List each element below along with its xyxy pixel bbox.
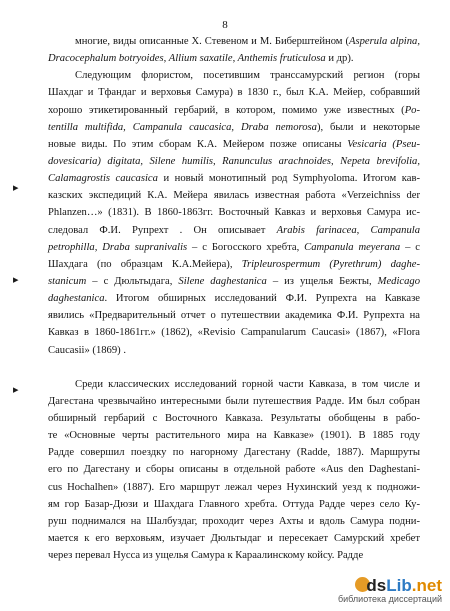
- text-line: [48, 67, 420, 84]
- text-line: [48, 102, 420, 119]
- text-run: многие, виды описанные Х. Стевеном и М. Биберштейном (: [75, 36, 350, 47]
- text-line: [48, 513, 420, 530]
- text-line: [48, 461, 420, 478]
- species-name: daghestanica: [48, 293, 105, 305]
- text-line: [48, 393, 420, 410]
- text-run: Среди классических исследований горной части Кавказа, в том числе и: [75, 378, 420, 390]
- text-run: . Итогом обширных исследований Ф.И. Рупрехта на Кавказе: [104, 293, 420, 305]
- text-run: Кавказ в 1860-1861гг.» (1862), «Revisio Campanularum Caucasi» (1867), «Flora: [48, 327, 420, 339]
- text-run: обширный гербарий с Восточного Кавказа. Результаты обобщены в рабо-: [48, 412, 420, 424]
- text-run: и др).: [325, 53, 354, 65]
- text-run: Phlanzen…» (1831). В 1860-1863гг. Восточный Кавказ и верховья Самура ис-: [48, 207, 420, 219]
- text-run: – с: [400, 241, 421, 253]
- text-line: [48, 153, 420, 170]
- species-name: Silene daghestanica: [178, 275, 267, 287]
- species-name: Po-: [404, 104, 420, 116]
- text-run: следовал Ф.И. Рупрехт . Он описывает: [48, 224, 277, 236]
- text-line: [48, 256, 420, 273]
- text-line: [48, 427, 420, 444]
- text-run: и новый монотипный род Symphyoloma. Итогом кав-: [157, 173, 420, 185]
- text-line: [48, 307, 420, 324]
- text-run: cus Hochalhen» (1887). Его маршрут лежал через Нухинский уезд к подножи-: [48, 481, 420, 493]
- text-run: мается к его верховьям, изучает Дюльтыдаг и пересекает Самурский хребет: [48, 532, 420, 544]
- species-name: Dracocephalum botryoides, Allium saxatile, Anthemis fruticulosa: [48, 53, 326, 65]
- page-number: 8: [222, 19, 228, 31]
- species-name: Vesicaria (Pseu-: [347, 138, 420, 150]
- margin-mark: ▸: [13, 384, 19, 396]
- species-name: Medicago: [377, 275, 421, 287]
- text-line: [48, 290, 420, 307]
- text-line: [48, 33, 420, 50]
- text-run: ), были и некоторые: [316, 121, 420, 133]
- text-run: Шахдага (по образцам К.А.Мейера),: [48, 258, 242, 270]
- text-line: [48, 547, 420, 564]
- document-body: [48, 33, 420, 564]
- text-run: – из ущелья Бежты,: [266, 275, 378, 287]
- text-run: те «Основные черты растительного мира на Кавказе» (1901). В 1885 году: [48, 430, 420, 442]
- dslib-watermark: [272, 577, 442, 605]
- species-name: Calamagrostis caucasica: [48, 173, 158, 185]
- species-name: stanicum: [48, 275, 87, 287]
- text-line: [48, 204, 420, 221]
- text-line: [48, 222, 420, 239]
- text-line: [48, 410, 420, 427]
- species-name: dovesicaria) digitata, Silene humilis, Ranunculus arachnoides, Nepeta brevifolia,: [48, 155, 420, 167]
- text-line: [48, 444, 420, 461]
- text-line: [48, 479, 420, 496]
- text-run: Caucasii» (1869) .: [48, 344, 126, 356]
- dslib-logo: dsLib.net: [366, 576, 442, 595]
- species-name: Campanula meyerana: [304, 241, 401, 253]
- text-run: Следующим флористом, посетившим трансcамурский регион (горы: [75, 70, 420, 82]
- text-run: ям гор Базар-Дюзи и Шахдага Главного хребта. Оттуда Радде через село Ку-: [48, 498, 420, 510]
- text-line: [48, 273, 420, 290]
- text-run: Дагестана чрезвычайно интересными были путешествия Радде. Им был собран: [48, 395, 420, 407]
- text-line: [48, 84, 420, 101]
- watermark-subtitle: библиотека диссертаций: [337, 594, 442, 604]
- text-line: [48, 187, 420, 204]
- text-run: явились «Предварительный отчет о путешествии академика Ф.И. Рупрехта на: [48, 310, 420, 322]
- text-line: [48, 376, 420, 393]
- text-run: – с Богосского хребта,: [187, 241, 305, 253]
- text-run: хорошо этикетированный гербарий, в котором, помимо уже известных (: [48, 104, 405, 116]
- species-name: Tripleurospermum (Pyrethrum) daghe-: [241, 258, 420, 270]
- text-run: через перевал Нусса из ущелья Самура к Караалинскому койсу. Радде: [48, 550, 364, 562]
- text-line: [48, 50, 420, 67]
- text-run: его по Дагестану и сборы описаны в отдельной работе «Aus den Daghestani-: [48, 464, 420, 476]
- text-line: [48, 324, 420, 341]
- species-name: Arabis farinacea, Campanula: [276, 224, 420, 236]
- text-run: казских экспедиций К.А. Мейера явилась известная работа «Verzeichniss der: [48, 190, 420, 202]
- text-run: новые виды. По этим сборам К.А. Мейером позже описаны: [48, 138, 348, 150]
- text-line: [48, 170, 420, 187]
- text-line: [48, 530, 420, 547]
- text-run: руш поднимался на Шалбуздаг, проходит через Ахты и вдоль Самура подни-: [48, 515, 420, 527]
- text-run: – с Дюльтыдага,: [86, 275, 179, 287]
- species-name: Asperula alpina,: [349, 36, 420, 47]
- text-line: [48, 119, 420, 136]
- text-run: Шахдаг и Тфандаг и верховья Самура) в 1830 г., был К.А. Мейер, собравший: [48, 87, 420, 99]
- text-line: [48, 342, 420, 359]
- text-run: Радде совершил поездку по нагорному Дагестану (Radde, 1887). Маршруты: [48, 447, 420, 459]
- text-line: [48, 496, 420, 513]
- species-name: petrophilla, Draba supranivalis: [48, 241, 188, 253]
- text-line: [48, 239, 420, 256]
- margin-mark: ▸: [13, 274, 19, 286]
- margin-mark: ▸: [13, 182, 19, 194]
- text-line: [48, 136, 420, 153]
- species-name: tentilla multifida, Campanula caucasica, Draba nemorosa: [48, 121, 317, 133]
